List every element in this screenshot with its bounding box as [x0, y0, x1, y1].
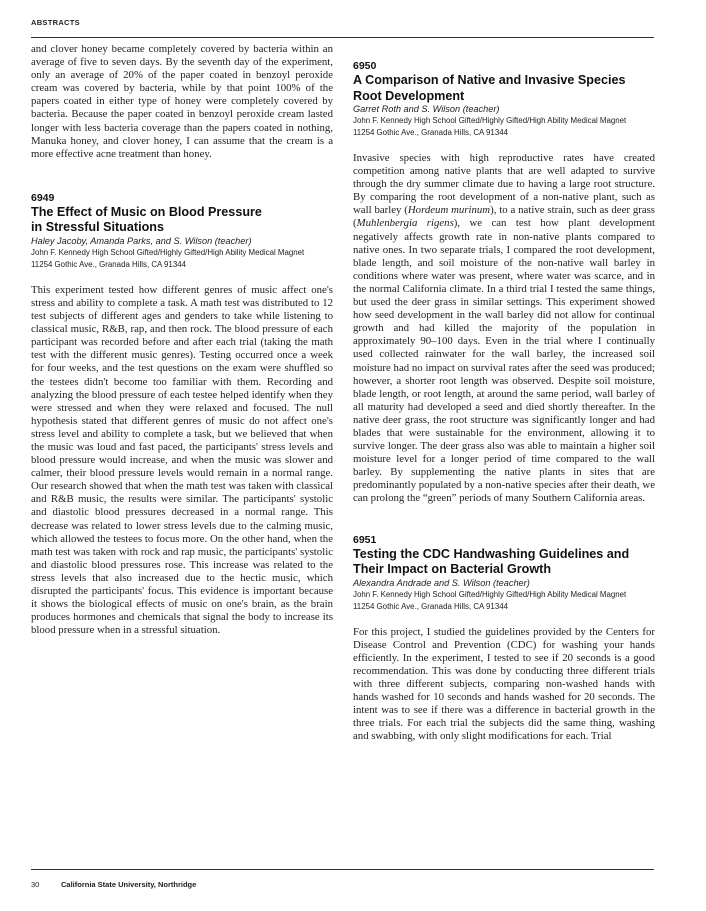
authors: Garret Roth and S. Wilson (teacher) [353, 104, 500, 114]
address: 11254 Gothic Ave., Granada Hills, CA 91344 [31, 259, 186, 269]
abstract-title [353, 73, 655, 104]
abstract-6951 [353, 534, 655, 744]
abstract-title [353, 547, 655, 578]
abstract-6950 [353, 60, 655, 506]
body-segment: ), to a native strain, such as deer grass ( [353, 204, 656, 230]
abstract-body [353, 152, 655, 506]
school: John F. Kennedy High School Gifted/Highly Gifted/High Ability Medical Magnet [31, 247, 305, 257]
abstract-6949 [31, 192, 333, 638]
abstract-body: For this project, I studied the guidelines provided by the Centers for Disease Control and Prevention (CDC) for washing your hands efficiently. In the experiment, I tested to see if 20 seconds is a good recommendation. This was done by conducting three different trials with three different subjects, comparing non-washed hands with hands washed for 10 seconds and hands washed for 20 seconds. The intent was to see if there was a difference in bacterial growth in the three trials. For each trial the subjects did the same thing, washing and swabbing, with only slight modifications for each. Trial [353, 625, 655, 743]
abstract-number: 6951 [353, 533, 377, 546]
species-name: Muhlenbergia rigens [356, 217, 454, 230]
page-footer [31, 880, 196, 889]
authors: Haley Jacoby, Amanda Parks, and S. Wilson (teacher) [31, 235, 252, 246]
abstract-number: 6949 [31, 191, 55, 204]
address: 11254 Gothic Ave., Granada Hills, CA 91344 [353, 128, 508, 137]
school: John F. Kennedy High School Gifted/Highly Gifted/High Ability Medical Magnet [353, 589, 627, 599]
title-line: Their Impact on Bacterial Growth [353, 562, 552, 577]
title-line: Root Development [353, 88, 465, 103]
address: 11254 Gothic Ave., Granada Hills, CA 91344 [353, 601, 508, 611]
body-segment: ), we can test how plant development negatively affects growth rate in non-native plants compared to native ones. In two separate trials, I compared the root development, blade length, and soil moisture of the non-native wall barley in conditions where water was present, where water was scarce, and in the normal California climate. In a third trial I tested the same things, but used the deer grass in similar settings. This experiment showed how seed development in the wall barley did not allow for continual growth and had killed the majority of the population in approximately 90–100 days. Even in the trial where I continually used collected rainwater for the wall barley, the increased soil moisture had no impact on survival rates after the seed was produced; however, a shorter root length was observed. Despite soil moisture, blade length, or root length, at around the same period, wall barley of all maturity had developed a seed and died shortly thereafter. In the native deer grass, the root structure was significantly longer and had blades that were sustainable for the environment, allowing it to survive longer. The deer grass also was able to maintain a higher soil moisture level for a longer period of time compared to the wall barley. By supplementing the native plants in sites that are predominantly populated by a non-native species after their death, we can prolong the “green” periods of many Southern California areas. [353, 217, 655, 505]
header-rule [31, 37, 654, 38]
running-header: ABSTRACTS [31, 18, 80, 27]
footer-rule [31, 869, 654, 870]
page-number: 30 [31, 880, 40, 889]
institution-name: California State University, Northridge [61, 880, 197, 889]
right-column [353, 60, 655, 743]
continuation-text: and clover honey became completely covered by bacteria within an average of five to seven days. By the seventh day of the experiment, only an average of 20% of the paper coated in benzoyl peroxide cream was covered by bacteria, while by that point 100% of the papers coated in either type of honey were completely covered by bacteria. Because the paper coated in benzoyl peroxide cream lasted longer with less bacteria coverage than the papers coated in nothing, Manuka honey, and clover honey, I can assume that the cream is a more effective acne treatment than honey. [31, 43, 333, 160]
body-segment: Invasive species with high reproductive rates have created competition among native plants that are well adapted to survive through the dry summer climate due to having a large root structure. By comparing the root development of a non-native plant, such as wall barley ( [353, 152, 655, 217]
left-column [31, 43, 333, 637]
title-line: in Stressful Situations [31, 220, 164, 235]
abstract-title [31, 205, 333, 236]
abstract-number: 6950 [353, 60, 377, 72]
title-line: A Comparison of Native and Invasive Species [353, 73, 626, 87]
school: John F. Kennedy High School Gifted/Highly Gifted/High Ability Medical Magnet [353, 116, 627, 125]
title-line: Testing the CDC Handwashing Guidelines and [353, 546, 630, 561]
abstract-body: This experiment tested how different genres of music affect one's stress and ability to complete a task. A math test was distributed to 12 test subjects of different ages and genders to take while listening to classical music, R&B, rap, and then rock. The blood pressure of each participant was recorded before and after each trial (taking the math test with the different music genres). Testing occurred once a week for four weeks, and the test questions on the exam were shuffled so the testees didn't become too familiar with them. Recording and analyzing the blood pressure of each testee helped identify when they were stressed and when they were relaxed and focused. The null hypothesis stated that different genres of music do not affect one's stress level and ability to complete a task, but we believed that when the music was loud and fast paced, the participants' stress levels and blood pressure would increase, and when the music was slower and calmer, their blood pressure levels would remain in a normal range. Our research showed that when the math test was taken with classical and R&B music, the results were similar. The participants' systolic and diastolic blood pressures decreased in a normal range. This decrease was related to lower stress levels due to the calming music, which allowed the testees to focus more. On the other hand, when the math test was taken with rock and rap music, the participants' systolic and diastolic blood pressures rose. This increase was related to the stress levels that also increased due to the hectic music, which disrupted the participants' focus. This evidence is important because it shows the biological effects of music on one's brain, as the brain produces hormones and chemicals that signal the body to increase its blood pressure when in a stressful situation. [31, 283, 333, 637]
authors: Alexandra Andrade and S. Wilson (teacher) [353, 577, 530, 588]
species-name: Hordeum murinum [407, 204, 491, 217]
title-line: The Effect of Music on Blood Pressure [31, 204, 262, 219]
